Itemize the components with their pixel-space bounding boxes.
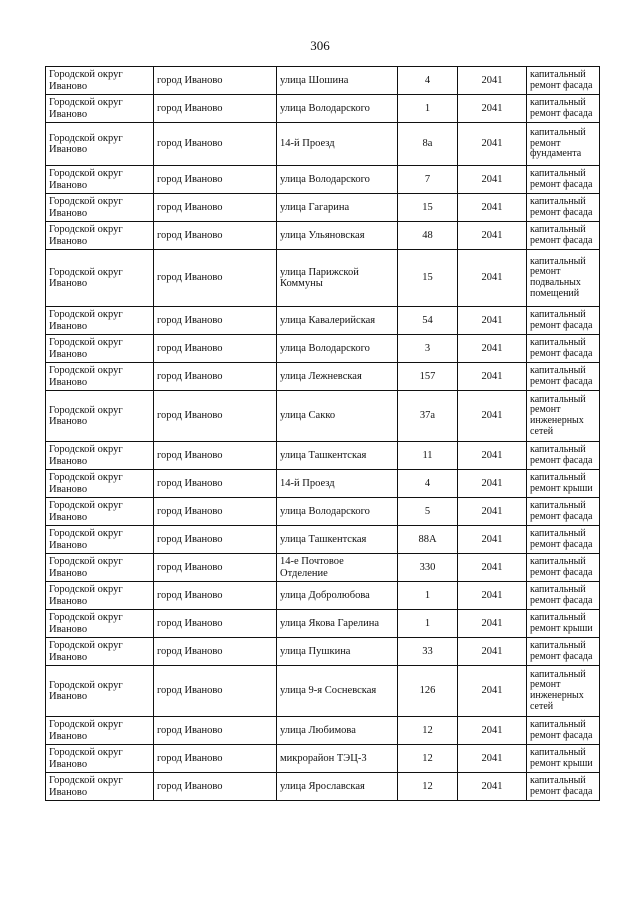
work-type-cell: капитальный ремонт инженерных сетей bbox=[527, 666, 600, 717]
year-cell: 2041 bbox=[458, 222, 527, 250]
city-cell: город Иваново bbox=[154, 582, 277, 610]
street-cell: улица Гагарина bbox=[277, 194, 398, 222]
city-cell: город Иваново bbox=[154, 442, 277, 470]
table-row bbox=[46, 391, 600, 442]
work-type-cell: капитальный ремонт фасада bbox=[527, 307, 600, 335]
city-cell: город Иваново bbox=[154, 363, 277, 391]
house-cell: 126 bbox=[398, 666, 458, 717]
table-row bbox=[46, 470, 600, 498]
street-cell: улица Парижской Коммуны bbox=[277, 250, 398, 307]
work-type-cell: капитальный ремонт инженерных сетей bbox=[527, 391, 600, 442]
table-row bbox=[46, 773, 600, 801]
year-cell: 2041 bbox=[458, 526, 527, 554]
house-cell: 5 bbox=[398, 498, 458, 526]
district-cell: Городской округ Иваново bbox=[46, 498, 154, 526]
street-cell: улица Любимова bbox=[277, 717, 398, 745]
city-cell: город Иваново bbox=[154, 123, 277, 166]
year-cell: 2041 bbox=[458, 250, 527, 307]
district-cell: Городской округ Иваново bbox=[46, 582, 154, 610]
street-cell: 14-й Проезд bbox=[277, 470, 398, 498]
city-cell: город Иваново bbox=[154, 610, 277, 638]
street-cell: улица Володарского bbox=[277, 335, 398, 363]
house-cell: 11 bbox=[398, 442, 458, 470]
page-number: 306 bbox=[310, 38, 330, 53]
district-cell: Городской округ Иваново bbox=[46, 717, 154, 745]
table-row bbox=[46, 442, 600, 470]
year-cell: 2041 bbox=[458, 442, 527, 470]
year-cell: 2041 bbox=[458, 666, 527, 717]
district-cell: Городской округ Иваново bbox=[46, 95, 154, 123]
house-cell: 54 bbox=[398, 307, 458, 335]
city-cell: город Иваново bbox=[154, 250, 277, 307]
house-cell: 157 bbox=[398, 363, 458, 391]
work-type-cell: капитальный ремонт фасада bbox=[527, 222, 600, 250]
table-row bbox=[46, 526, 600, 554]
work-type-cell: капитальный ремонт фасада bbox=[527, 335, 600, 363]
street-cell: улица Ташкентская bbox=[277, 526, 398, 554]
year-cell: 2041 bbox=[458, 638, 527, 666]
street-cell: улица Лежневская bbox=[277, 363, 398, 391]
year-cell: 2041 bbox=[458, 582, 527, 610]
table-row bbox=[46, 582, 600, 610]
city-cell: город Иваново bbox=[154, 717, 277, 745]
year-cell: 2041 bbox=[458, 391, 527, 442]
city-cell: город Иваново bbox=[154, 470, 277, 498]
year-cell: 2041 bbox=[458, 470, 527, 498]
table-row bbox=[46, 123, 600, 166]
house-cell: 12 bbox=[398, 773, 458, 801]
city-cell: город Иваново bbox=[154, 554, 277, 582]
work-type-cell: капитальный ремонт крыши bbox=[527, 610, 600, 638]
street-cell: улица Якова Гарелина bbox=[277, 610, 398, 638]
district-cell: Городской округ Иваново bbox=[46, 166, 154, 194]
work-type-cell: капитальный ремонт фундамента bbox=[527, 123, 600, 166]
street-cell: улица Володарского bbox=[277, 498, 398, 526]
house-cell: 7 bbox=[398, 166, 458, 194]
work-type-cell: капитальный ремонт крыши bbox=[527, 470, 600, 498]
repair-schedule-table bbox=[45, 66, 600, 801]
city-cell: город Иваново bbox=[154, 638, 277, 666]
house-cell: 48 bbox=[398, 222, 458, 250]
table-row bbox=[46, 307, 600, 335]
table-row bbox=[46, 554, 600, 582]
year-cell: 2041 bbox=[458, 773, 527, 801]
district-cell: Городской округ Иваново bbox=[46, 554, 154, 582]
table-row bbox=[46, 638, 600, 666]
district-cell: Городской округ Иваново bbox=[46, 526, 154, 554]
house-cell: 4 bbox=[398, 470, 458, 498]
table-row bbox=[46, 95, 600, 123]
street-cell: улица Шошина bbox=[277, 67, 398, 95]
work-type-cell: капитальный ремонт фасада bbox=[527, 442, 600, 470]
city-cell: город Иваново bbox=[154, 745, 277, 773]
district-cell: Городской округ Иваново bbox=[46, 745, 154, 773]
table-row bbox=[46, 335, 600, 363]
table-row bbox=[46, 363, 600, 391]
street-cell: 14-е Почтовое Отделение bbox=[277, 554, 398, 582]
city-cell: город Иваново bbox=[154, 166, 277, 194]
work-type-cell: капитальный ремонт фасада bbox=[527, 717, 600, 745]
year-cell: 2041 bbox=[458, 335, 527, 363]
street-cell: улица Добролюбова bbox=[277, 582, 398, 610]
year-cell: 2041 bbox=[458, 498, 527, 526]
work-type-cell: капитальный ремонт фасада bbox=[527, 773, 600, 801]
street-cell: улица Кавалерийская bbox=[277, 307, 398, 335]
year-cell: 2041 bbox=[458, 194, 527, 222]
house-cell: 8а bbox=[398, 123, 458, 166]
street-cell: микрорайон ТЭЦ-3 bbox=[277, 745, 398, 773]
district-cell: Городской округ Иваново bbox=[46, 666, 154, 717]
house-cell: 88А bbox=[398, 526, 458, 554]
work-type-cell: капитальный ремонт крыши bbox=[527, 745, 600, 773]
table-row bbox=[46, 222, 600, 250]
work-type-cell: капитальный ремонт фасада bbox=[527, 526, 600, 554]
city-cell: город Иваново bbox=[154, 335, 277, 363]
year-cell: 2041 bbox=[458, 554, 527, 582]
house-cell: 330 bbox=[398, 554, 458, 582]
street-cell: улица Володарского bbox=[277, 166, 398, 194]
district-cell: Городской округ Иваново bbox=[46, 307, 154, 335]
city-cell: город Иваново bbox=[154, 498, 277, 526]
district-cell: Городской округ Иваново bbox=[46, 194, 154, 222]
district-cell: Городской округ Иваново bbox=[46, 363, 154, 391]
city-cell: город Иваново bbox=[154, 194, 277, 222]
district-cell: Городской округ Иваново bbox=[46, 470, 154, 498]
district-cell: Городской округ Иваново bbox=[46, 250, 154, 307]
table-row bbox=[46, 610, 600, 638]
year-cell: 2041 bbox=[458, 166, 527, 194]
house-cell: 12 bbox=[398, 745, 458, 773]
work-type-cell: капитальный ремонт фасада bbox=[527, 638, 600, 666]
year-cell: 2041 bbox=[458, 123, 527, 166]
work-type-cell: капитальный ремонт подвальных помещений bbox=[527, 250, 600, 307]
table-row bbox=[46, 498, 600, 526]
city-cell: город Иваново bbox=[154, 307, 277, 335]
city-cell: город Иваново bbox=[154, 666, 277, 717]
table-row bbox=[46, 166, 600, 194]
year-cell: 2041 bbox=[458, 95, 527, 123]
house-cell: 15 bbox=[398, 194, 458, 222]
district-cell: Городской округ Иваново bbox=[46, 610, 154, 638]
district-cell: Городской округ Иваново bbox=[46, 222, 154, 250]
street-cell: улица Володарского bbox=[277, 95, 398, 123]
house-cell: 37а bbox=[398, 391, 458, 442]
year-cell: 2041 bbox=[458, 610, 527, 638]
house-cell: 1 bbox=[398, 610, 458, 638]
house-cell: 33 bbox=[398, 638, 458, 666]
year-cell: 2041 bbox=[458, 307, 527, 335]
city-cell: город Иваново bbox=[154, 95, 277, 123]
house-cell: 12 bbox=[398, 717, 458, 745]
table-row bbox=[46, 745, 600, 773]
table-row bbox=[46, 666, 600, 717]
work-type-cell: капитальный ремонт фасада bbox=[527, 498, 600, 526]
city-cell: город Иваново bbox=[154, 67, 277, 95]
district-cell: Городской округ Иваново bbox=[46, 442, 154, 470]
city-cell: город Иваново bbox=[154, 773, 277, 801]
work-type-cell: капитальный ремонт фасада bbox=[527, 554, 600, 582]
district-cell: Городской округ Иваново bbox=[46, 773, 154, 801]
year-cell: 2041 bbox=[458, 717, 527, 745]
city-cell: город Иваново bbox=[154, 526, 277, 554]
year-cell: 2041 bbox=[458, 745, 527, 773]
city-cell: город Иваново bbox=[154, 391, 277, 442]
street-cell: улица Ташкентская bbox=[277, 442, 398, 470]
table-row bbox=[46, 194, 600, 222]
work-type-cell: капитальный ремонт фасада bbox=[527, 95, 600, 123]
district-cell: Городской округ Иваново bbox=[46, 67, 154, 95]
house-cell: 4 bbox=[398, 67, 458, 95]
street-cell: улица 9-я Сосневская bbox=[277, 666, 398, 717]
table-row bbox=[46, 250, 600, 307]
street-cell: улица Пушкина bbox=[277, 638, 398, 666]
district-cell: Городской округ Иваново bbox=[46, 638, 154, 666]
house-cell: 1 bbox=[398, 95, 458, 123]
table-row bbox=[46, 717, 600, 745]
district-cell: Городской округ Иваново bbox=[46, 123, 154, 166]
district-cell: Городской округ Иваново bbox=[46, 335, 154, 363]
district-cell: Городской округ Иваново bbox=[46, 391, 154, 442]
work-type-cell: капитальный ремонт фасада bbox=[527, 67, 600, 95]
work-type-cell: капитальный ремонт фасада bbox=[527, 166, 600, 194]
work-type-cell: капитальный ремонт фасада bbox=[527, 582, 600, 610]
work-type-cell: капитальный ремонт фасада bbox=[527, 194, 600, 222]
year-cell: 2041 bbox=[458, 363, 527, 391]
house-cell: 15 bbox=[398, 250, 458, 307]
city-cell: город Иваново bbox=[154, 222, 277, 250]
work-type-cell: капитальный ремонт фасада bbox=[527, 363, 600, 391]
street-cell: улица Ульяновская bbox=[277, 222, 398, 250]
street-cell: улица Ярославская bbox=[277, 773, 398, 801]
house-cell: 3 bbox=[398, 335, 458, 363]
street-cell: 14-й Проезд bbox=[277, 123, 398, 166]
table-row bbox=[46, 67, 600, 95]
year-cell: 2041 bbox=[458, 67, 527, 95]
street-cell: улица Сакко bbox=[277, 391, 398, 442]
house-cell: 1 bbox=[398, 582, 458, 610]
